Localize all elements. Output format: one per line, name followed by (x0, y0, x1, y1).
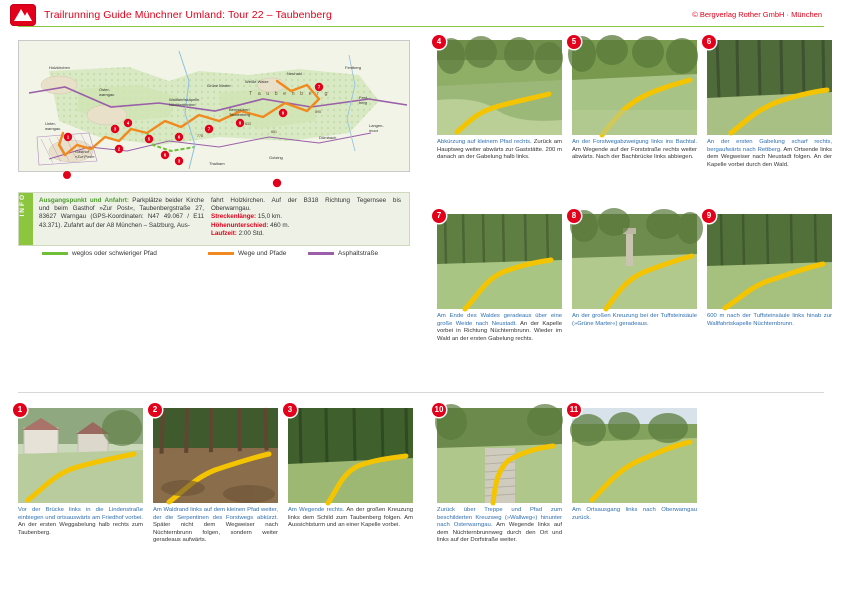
caption-dark: An der Kapelle vorbei in Richtung Nüchternbrunn. Wieder im Wald an der ersten Gabelung rechts. (437, 320, 562, 342)
svg-text:Thalham: Thalham (209, 161, 225, 166)
caption-dark: Am Ortsende links dem Wegweiser nach Neustadt folgen. An der Kapelle vorbei durch den Wald. (707, 146, 832, 168)
svg-text:moor: moor (369, 128, 379, 133)
duration-label: Laufzeit: (211, 229, 237, 237)
card-number: 2 (148, 403, 162, 417)
caption-blue: An der ersten Gabelung scharf rechts, bergaufwärts nach Rettberg. (707, 139, 832, 153)
photo-image (152, 405, 278, 503)
page-header (0, 0, 842, 30)
caption-blue: Zurück über Treppe und Pfad zum beschilderten Kreuzweg (»Wallweg«) hinunter nach Osterwarngau. (437, 507, 562, 529)
photo-image (571, 37, 697, 135)
svg-text:895: 895 (315, 110, 321, 114)
legend-swatch-purple-icon (308, 252, 334, 255)
caption-dark: Zurück am Hauptweg weiter abwärts zur Gaststätte. 200 m danach an der Gabelung halb links. (437, 139, 562, 161)
info-tab (19, 193, 33, 245)
svg-text:7: 7 (207, 126, 211, 132)
card-number: 8 (567, 209, 581, 223)
elevation-label: Höhenunterschied: (211, 221, 269, 229)
caption-dark: An der großen Kreuzung links dem Schild zum Taubenberg folgen. Am Aussichtsturm und an einer Kapelle vorbei. (288, 507, 413, 529)
svg-text:Bergstüberl: Bergstüberl (229, 107, 250, 112)
svg-text:3: 3 (177, 158, 181, 164)
photo-card-7 (436, 211, 562, 343)
svg-text:3: 3 (113, 126, 117, 132)
photo-card-10 (434, 405, 563, 545)
photo-caption (437, 313, 562, 343)
photo-image (436, 211, 562, 309)
photo-caption (572, 139, 697, 162)
photo-caption (437, 507, 562, 545)
card-number: 3 (283, 403, 297, 417)
svg-text:Gasthof: Gasthof (75, 149, 90, 154)
svg-text:Langen-: Langen- (369, 123, 384, 128)
info-box (18, 192, 410, 246)
svg-text:Dürnbach: Dürnbach (319, 135, 337, 140)
map-legend (18, 250, 408, 262)
card-number: 1 (13, 403, 27, 417)
svg-text:warngau: warngau (45, 126, 61, 131)
svg-text:5: 5 (147, 136, 151, 142)
svg-text:Gotzing: Gotzing (269, 155, 283, 160)
photo-image (569, 405, 697, 503)
legend-label-1: Wege und Pfade (238, 250, 287, 257)
photo-card-2 (152, 405, 278, 545)
svg-text:Taubenberg: Taubenberg (229, 112, 251, 117)
svg-text:881: 881 (271, 130, 277, 134)
svg-text:Grüne Marter: Grüne Marter (207, 83, 231, 88)
card-number: 11 (567, 403, 581, 417)
photo-card-3 (287, 405, 413, 530)
caption-blue: Am Ende des Waldes geradeaus über eine große Weide nach Neustadt. (437, 313, 562, 327)
svg-text:6: 6 (177, 134, 181, 140)
photo-caption (288, 507, 413, 530)
card-number: 9 (702, 209, 716, 223)
caption-blue: Vor der Brücke links in die Lindenstraße einbiegen und ortsauswärts am Friedhof vorbei. (18, 507, 143, 521)
svg-text:warngau: warngau (99, 92, 115, 97)
caption-blue: An der Forstwegabzweigung links ins Bachtal. (572, 139, 697, 145)
photo-image (706, 211, 832, 309)
svg-text:Oster-: Oster- (99, 87, 111, 92)
info-column-left (39, 197, 204, 230)
photo-card-6 (706, 37, 832, 169)
svg-text:Wallfahrtskapelle: Wallfahrtskapelle (169, 97, 200, 102)
svg-text:8: 8 (238, 120, 242, 126)
svg-text:1: 1 (66, 134, 70, 140)
svg-text:berg: berg (359, 100, 368, 105)
svg-text:T a u b e n b e r g: T a u b e n b e r g (249, 91, 330, 97)
photo-card-9 (706, 211, 832, 328)
caption-dark: Am Wegende links auf dem Nüchternbrunnweg durch den Ort und links auf der Dorfstraße weiter. (437, 522, 563, 544)
distance-value: 15,0 km. (256, 213, 283, 221)
legend-label-2: Asphaltstraße (338, 250, 379, 257)
svg-text:Neuhaid: Neuhaid (287, 71, 302, 76)
startpoint-text: Parkplätze beider Kirche und beim Gasthof »Zur Post«, Taubenbergstraße 27, 83627 Warngau (GPS-Koordinaten: N47 49.067 / E11 43.371). Zufahrt auf der A8 München – Salzburg, Aus- (39, 197, 204, 229)
caption-blue: Abkürzung auf kleinem Pfad rechts. (437, 139, 532, 145)
svg-text:778: 778 (197, 134, 203, 138)
svg-text:7: 7 (317, 84, 321, 90)
header-divider (18, 26, 824, 27)
legend-swatch-green-icon (42, 252, 68, 255)
svg-text:6: 6 (163, 152, 167, 158)
legend-item-0 (42, 250, 157, 257)
card-number: 7 (432, 209, 446, 223)
legend-item-2 (308, 250, 378, 257)
svg-text:Fentberg: Fentberg (345, 65, 362, 70)
approach-text: fahrt Holzkirchen. Auf der B318 Richtung Tegernsee bis Oberwarngau. (211, 197, 401, 213)
svg-text:Fent-: Fent- (359, 95, 369, 100)
photo-image (571, 211, 697, 309)
card-number: 5 (567, 35, 581, 49)
legend-item-1 (208, 250, 286, 257)
photo-caption (18, 507, 143, 537)
photo-card-1 (17, 405, 143, 537)
photo-caption (707, 139, 832, 169)
info-tab-label: INFO (19, 193, 26, 217)
photo-card-8 (571, 211, 697, 328)
elevation-value: 460 m. (268, 221, 290, 229)
caption-dark: Später nicht dem Wegweiser nach Nüchternbrunn folgen, sondern weiter geradeaus aufwärts. (153, 522, 278, 544)
svg-text:Holzkirchen: Holzkirchen (49, 65, 70, 70)
info-column-right (211, 197, 401, 238)
svg-text:9: 9 (281, 110, 285, 116)
tour-map (18, 40, 410, 172)
card-number: 4 (432, 35, 446, 49)
photo-card-5 (571, 37, 697, 162)
photo-card-4 (436, 37, 562, 162)
photo-caption (707, 313, 832, 328)
photo-caption (437, 139, 562, 162)
photo-caption (572, 507, 697, 522)
copyright-notice: © Bergverlag Rother GmbH · München (692, 10, 822, 19)
rother-logo-icon (10, 4, 38, 28)
card-number: 10 (432, 403, 446, 417)
card-number: 6 (702, 35, 716, 49)
page-title: Trailrunning Guide Münchner Umland: Tour 22 – Taubenberg (44, 9, 332, 21)
caption-blue: An der großen Kreuzung bei der Tuffsteinsäule (»Grüne Marter«) geradeaus. (572, 313, 697, 327)
duration-value: 2:00 Std. (236, 229, 264, 237)
photo-image (287, 405, 413, 503)
svg-text:Nüchternbrunn: Nüchternbrunn (169, 102, 196, 107)
legend-swatch-orange-icon (208, 252, 234, 255)
caption-blue: 600 m nach der Tuffsteinsäule links hinab zur Wallfahrtskapelle Nüchternbrunn. (707, 313, 832, 327)
section-divider (18, 392, 824, 393)
photo-image (706, 37, 832, 135)
caption-blue: Am Wegende rechts. (288, 507, 345, 513)
distance-label: Streckenlänge: (211, 213, 257, 221)
svg-text:»Zur Post«: »Zur Post« (75, 154, 95, 159)
svg-text:4: 4 (126, 120, 130, 126)
startpoint-label: Ausgangspunkt und Anfahrt: (39, 197, 129, 204)
svg-text:Weiße Walze: Weiße Walze (245, 79, 269, 84)
caption-blue: Am Ortsausgang links nach Oberwarngau zurück. (572, 507, 697, 521)
photo-caption (153, 507, 278, 545)
svg-text:2: 2 (117, 146, 121, 152)
caption-blue: Am Waldrand links auf dem kleinen Pfad weiter, der die Serpentinen des Forstwegs abkürzt. (153, 507, 278, 521)
photo-image (436, 37, 562, 135)
caption-dark: Am Wegende auf der Forststraße rechts weiter abwärts. Nach der Bachbrücke links abbiegen. (572, 146, 697, 161)
caption-dark: An der ersten Weggabelung halb rechts zum Taubenberg. (18, 522, 143, 536)
photo-image (17, 405, 143, 503)
svg-text:Unter-: Unter- (45, 121, 57, 126)
photo-image (434, 405, 562, 503)
photo-caption (572, 313, 697, 328)
photo-card-11 (569, 405, 697, 522)
svg-text:833: 833 (245, 122, 251, 126)
legend-label-0: weglos oder schwieriger Pfad (72, 250, 157, 257)
